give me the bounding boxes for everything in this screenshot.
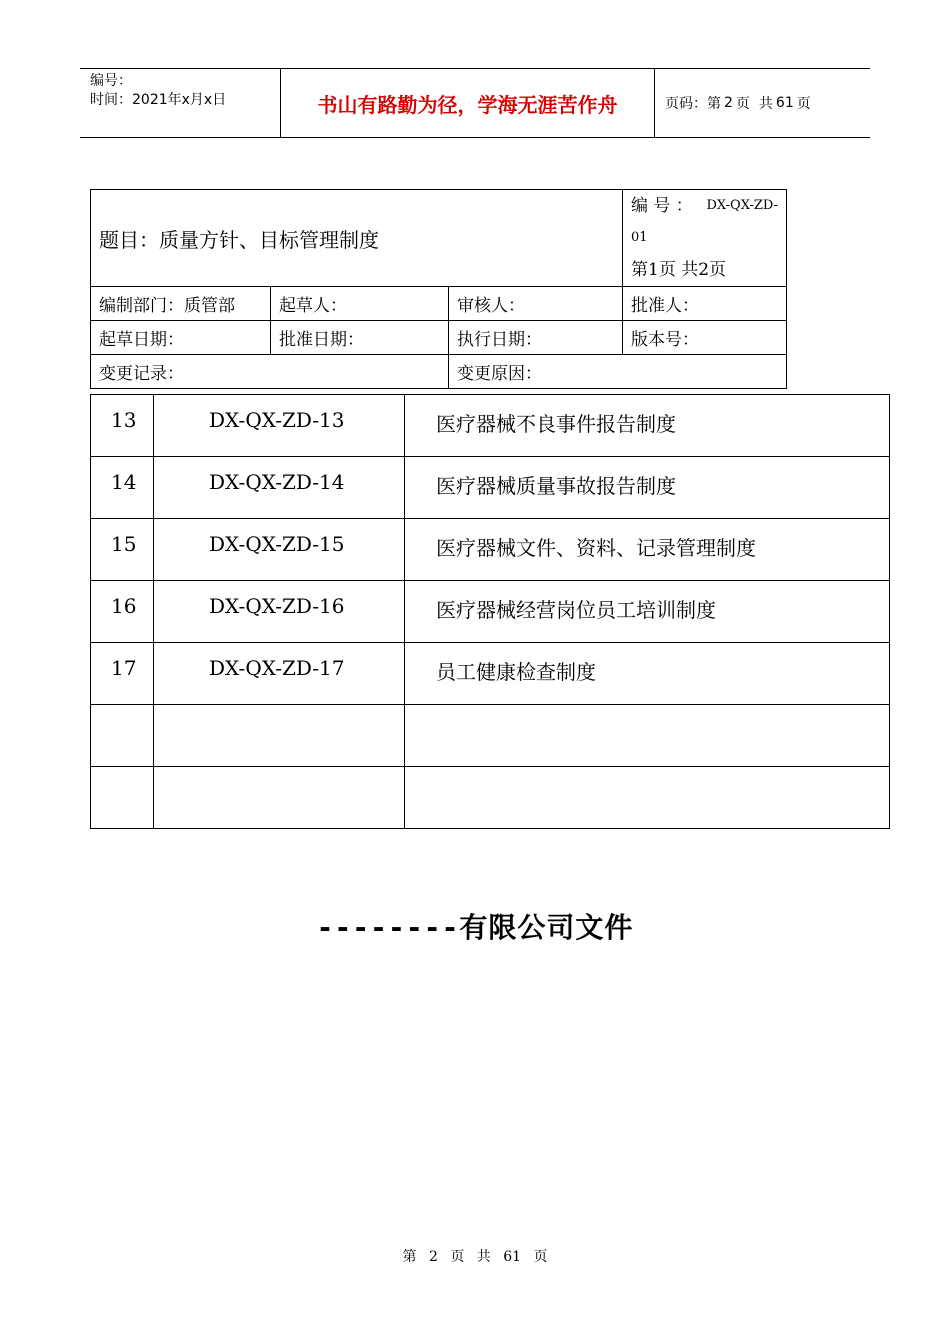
row-name: 医疗器械不良事件报告制度 <box>405 395 890 457</box>
footer-ye: 页 <box>450 1249 465 1265</box>
header-meta <box>80 69 281 137</box>
table-row <box>91 643 890 705</box>
doc-code-value-cont: 01 <box>631 230 648 245</box>
header-motto: 书山有路勤为径，学海无涯苦作舟 <box>281 69 655 137</box>
change-reason-cell: 变更原因： <box>449 355 787 389</box>
reviewer-cell: 审核人： <box>449 287 623 321</box>
header-number: 编号： <box>90 73 132 89</box>
row-code: DX-QX-ZD-13 <box>154 395 405 457</box>
footer-ye2: 页 <box>533 1249 548 1265</box>
table-row <box>91 395 890 457</box>
change-record-cell: 变更记录： <box>91 355 449 389</box>
row-code: DX-QX-ZD-16 <box>154 581 405 643</box>
dept-cell: 编制部门：质管部 <box>91 287 271 321</box>
table-row <box>91 767 890 829</box>
row-code <box>154 767 405 829</box>
footer-di: 第 <box>402 1249 417 1265</box>
header-page-info <box>655 69 870 137</box>
row-code: DX-QX-ZD-15 <box>154 519 405 581</box>
row-number: 17 <box>91 643 154 705</box>
row-name: 员工健康检查制度 <box>405 643 890 705</box>
row-name: 医疗器械质量事故报告制度 <box>405 457 890 519</box>
table-row <box>91 519 890 581</box>
table-row <box>91 457 890 519</box>
doc-title: 题目：质量方针、目标管理制度 <box>91 190 623 287</box>
table-row <box>91 705 890 767</box>
row-number: 13 <box>91 395 154 457</box>
header-page-current: 2 <box>724 95 733 111</box>
footer-gong: 共 <box>476 1249 491 1265</box>
row-number <box>91 705 154 767</box>
header-total-word: 页 <box>796 96 811 112</box>
page-footer <box>0 1246 950 1266</box>
drafter-cell: 起草人： <box>271 287 449 321</box>
page-header <box>80 68 870 138</box>
header-time: 时间：2021年x月x日 <box>90 92 227 108</box>
row-code: DX-QX-ZD-14 <box>154 457 405 519</box>
row-number: 15 <box>91 519 154 581</box>
company-heading: --------有限公司文件 <box>316 911 634 944</box>
row-code: DX-QX-ZD-17 <box>154 643 405 705</box>
row-code <box>154 705 405 767</box>
row-number <box>91 767 154 829</box>
doc-code-value: DX-QX-ZD- <box>706 198 778 213</box>
approver-cell: 批准人： <box>623 287 787 321</box>
row-number: 14 <box>91 457 154 519</box>
row-name <box>405 767 890 829</box>
table-row <box>91 581 890 643</box>
row-name: 医疗器械文件、资料、记录管理制度 <box>405 519 890 581</box>
row-name: 医疗器械经营岗位员工培训制度 <box>405 581 890 643</box>
footer-page: 2 <box>428 1249 438 1265</box>
header-page-total: 61 <box>775 95 794 111</box>
draft-date-cell: 起草日期： <box>91 321 271 355</box>
header-page-label: 页码：第 <box>665 96 721 112</box>
header-page-word: 页 <box>735 96 750 112</box>
doc-code-label: 编 号 ： <box>631 196 693 216</box>
regulation-list-table <box>90 394 890 829</box>
version-cell: 版本号： <box>623 321 787 355</box>
header-total-label: 共 <box>758 96 773 112</box>
approve-date-cell: 批准日期： <box>271 321 449 355</box>
row-name <box>405 705 890 767</box>
doc-info-table <box>90 189 787 389</box>
exec-date-cell: 执行日期： <box>449 321 623 355</box>
doc-code-cell <box>623 190 787 287</box>
doc-page-info: 第1页 共2页 <box>631 260 727 280</box>
row-number: 16 <box>91 581 154 643</box>
footer-total: 61 <box>503 1249 522 1265</box>
